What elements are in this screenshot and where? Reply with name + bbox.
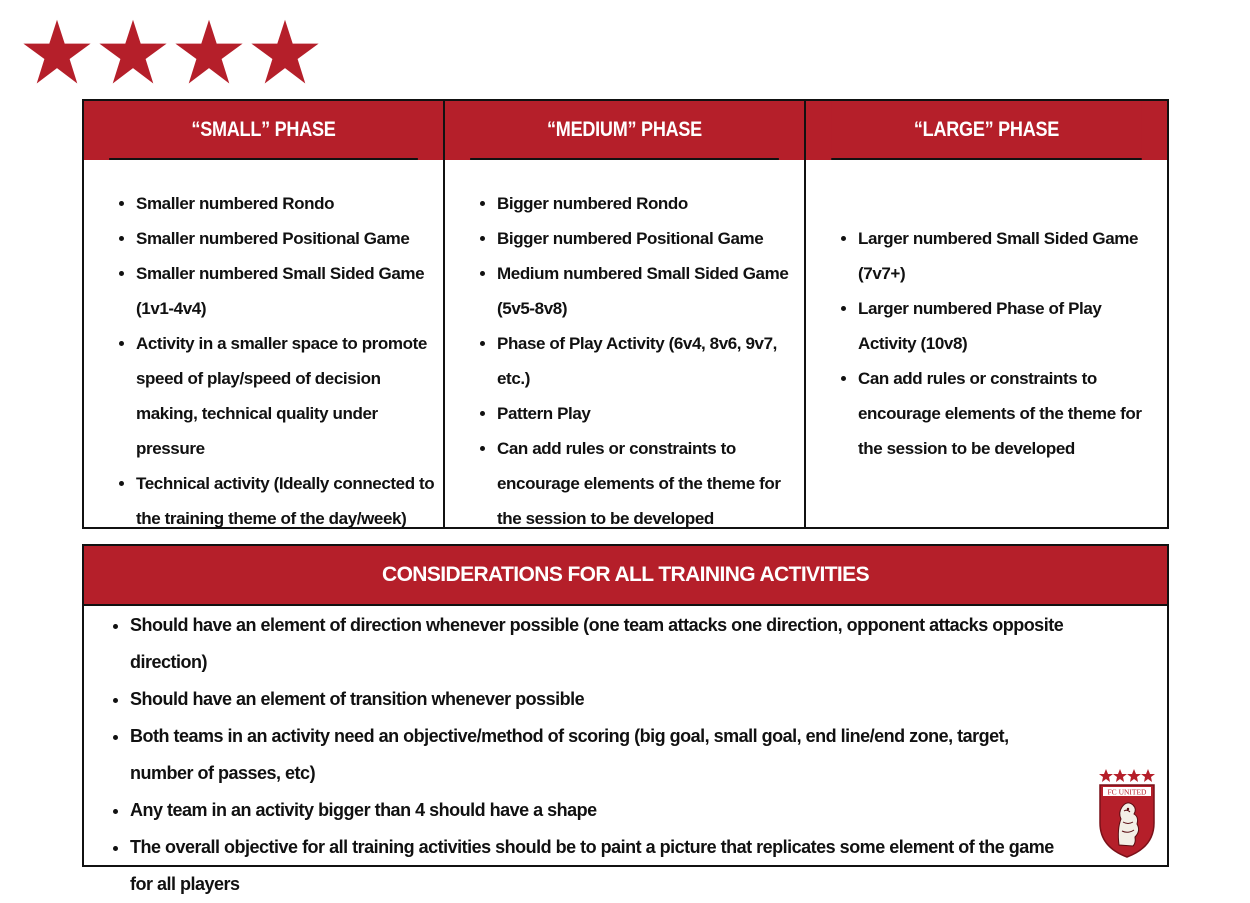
- list-item: • Larger numbered Small Sided Game (7v7+): [858, 221, 1159, 291]
- list-item: • Both teams in an activity need an objective/method of scoring (big goal, small goal, end line/end zone, target, number of passes, etc): [130, 718, 1067, 792]
- list-item: • Should have an element of transition whenever possible: [130, 681, 1067, 718]
- considerations-title: CONSIDERATIONS FOR ALL TRAINING ACTIVITIES: [84, 546, 1167, 606]
- list-item: • Can add rules or constraints to encourage elements of the theme for the session to be developed: [858, 361, 1159, 466]
- star-icon: [22, 18, 92, 86]
- phase-cell-large: [806, 160, 1167, 527]
- crest-text: FC UNITED: [1107, 787, 1147, 797]
- considerations-box: [82, 544, 1169, 894]
- header-stars: [22, 18, 320, 86]
- list-item: • Smaller numbered Positional Game: [136, 221, 435, 256]
- list-item: • Should have an element of direction whenever possible (one team attacks one direction, opponent attacks opposite direction): [130, 607, 1067, 681]
- list-item: • The overall objective for all training activities should be to paint a picture that replicates some element of the game for all players: [130, 829, 1067, 903]
- list-item: • Smaller numbered Small Sided Game (1v1-4v4): [136, 256, 435, 326]
- considerations-list: [84, 607, 1067, 903]
- phase-header-medium: [445, 101, 806, 160]
- list-item: • Bigger numbered Positional Game: [497, 221, 796, 256]
- list-item: • Medium numbered Small Sided Game (5v5-8v8): [497, 256, 796, 326]
- phase-title: “LARGE” PHASE: [831, 101, 1141, 160]
- star-icon: [250, 18, 320, 86]
- list-item: • Any team in an activity bigger than 4 should have a shape: [130, 792, 1067, 829]
- phase-cell-medium: [445, 160, 806, 527]
- star-icon: [98, 18, 168, 86]
- list-item: • Bigger numbered Rondo: [497, 186, 796, 221]
- phase-list: [806, 221, 1159, 466]
- phase-table: [82, 99, 1169, 529]
- phase-list: [84, 186, 435, 527]
- list-item: • Larger numbered Phase of Play Activity (10v8): [858, 291, 1159, 361]
- list-item: • Can add rules or constraints to encourage elements of the theme for the session to be developed: [497, 431, 796, 527]
- phase-cell-small: [84, 160, 445, 527]
- phase-title: “MEDIUM” PHASE: [470, 101, 779, 160]
- phase-title: “SMALL” PHASE: [109, 101, 418, 160]
- list-item: • Phase of Play Activity (6v4, 8v6, 9v7, etc.): [497, 326, 796, 396]
- list-item: • Smaller numbered Rondo: [136, 186, 435, 221]
- phase-header-small: [84, 101, 445, 160]
- list-item: • Activity in a smaller space to promote speed of play/speed of decision making, technical quality under pressure: [136, 326, 435, 466]
- phase-list: [445, 186, 796, 527]
- fc-united-crest-icon: [1097, 767, 1157, 859]
- star-icon: [174, 18, 244, 86]
- phase-header-large: [806, 101, 1167, 160]
- list-item: • Technical activity (Ideally connected to the training theme of the day/week): [136, 466, 435, 527]
- list-item: • Pattern Play: [497, 396, 796, 431]
